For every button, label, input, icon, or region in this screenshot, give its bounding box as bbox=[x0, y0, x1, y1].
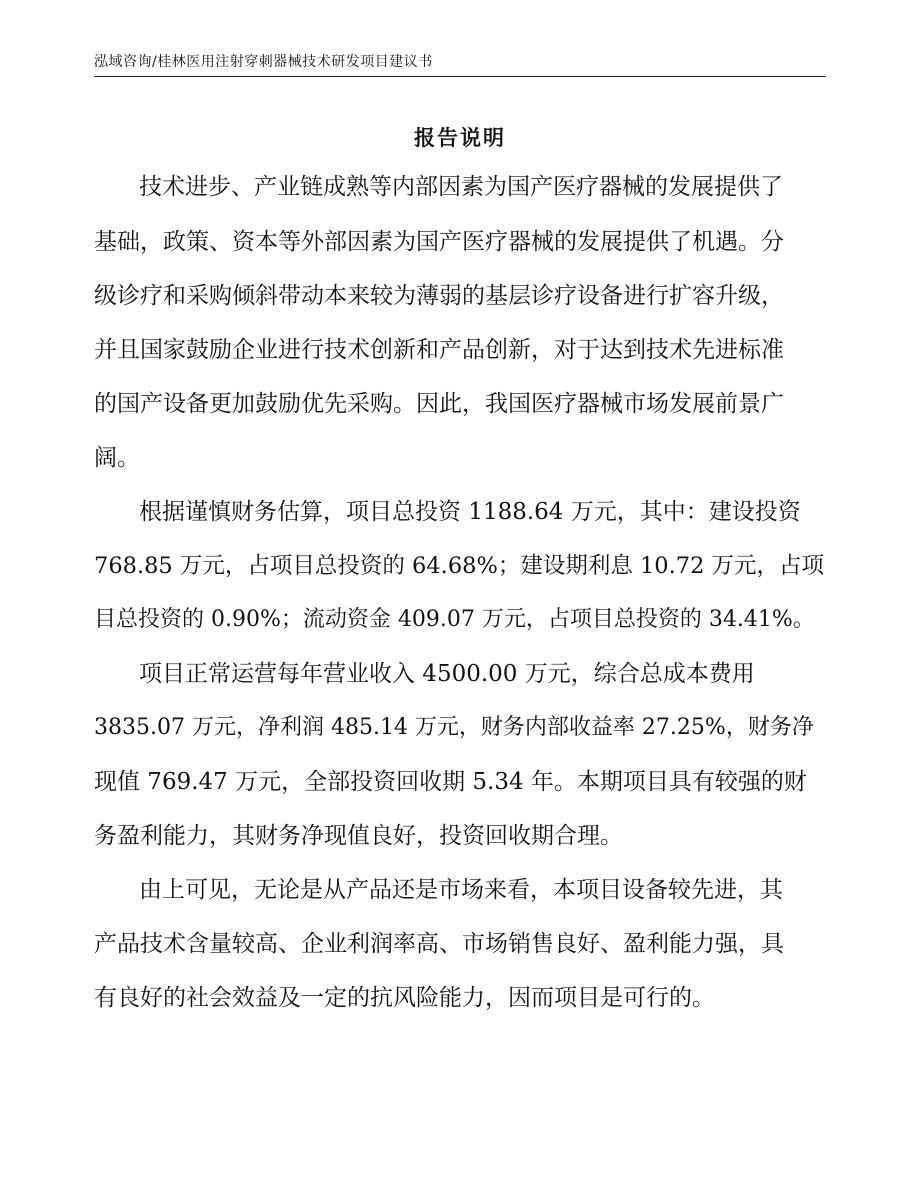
paragraph-line: 根据谨慎财务估算，项目总投资 1188.64 万元，其中：建设投资 bbox=[139, 499, 801, 525]
header-text: 泓域咨询/桂林医用注射穿刺器械技术研发项目建议书 bbox=[94, 54, 433, 70]
paragraph-line: 目总投资的 0.90%；流动资金 409.07 万元，占项目总投资的 34.41%。 bbox=[94, 607, 815, 632]
paragraph-line: 并且国家鼓励企业进行技术创新和产品创新，对于达到技术先进标准 bbox=[94, 337, 784, 363]
paragraph-line: 基础，政策、资本等外部因素为国产医疗器械的发展提供了机遇。分 bbox=[94, 229, 784, 255]
paragraph-line: 项目正常运营每年营业收入 4500.00 万元，综合总成本费用 bbox=[139, 661, 755, 687]
paragraph-line: 3835.07 万元，净利润 485.14 万元，财务内部收益率 27.25%，财务净 bbox=[94, 715, 814, 740]
paragraph-line: 产品技术含量较高、企业利润率高、市场销售良好、盈利能力强，具 bbox=[94, 931, 784, 957]
page-header bbox=[94, 48, 826, 77]
paragraph-line: 级诊疗和采购倾斜带动本来较为薄弱的基层诊疗设备进行扩容升级， bbox=[94, 283, 784, 309]
report-title: 报告说明 bbox=[414, 125, 506, 150]
paragraph-line: 阔。 bbox=[94, 445, 140, 471]
paragraph-line: 现值 769.47 万元，全部投资回收期 5.34 年。本期项目具有较强的财 bbox=[94, 769, 807, 795]
paragraph-line: 技术进步、产业链成熟等内部因素为国产医疗器械的发展提供了 bbox=[139, 174, 783, 200]
paragraph-line: 有良好的社会效益及一定的抗风险能力，因而项目是可行的。 bbox=[94, 985, 715, 1011]
paragraph-line: 务盈利能力，其财务净现值良好，投资回收期合理。 bbox=[94, 823, 623, 849]
paragraph-line: 的国产设备更加鼓励优先采购。因此，我国医疗器械市场发展前景广 bbox=[94, 391, 784, 417]
paragraph-line: 由上可见，无论是从产品还是市场来看，本项目设备较先进，其 bbox=[139, 877, 783, 903]
paragraph-line: 768.85 万元，占项目总投资的 64.68%；建设期利息 10.72 万元，占项 bbox=[94, 553, 825, 579]
